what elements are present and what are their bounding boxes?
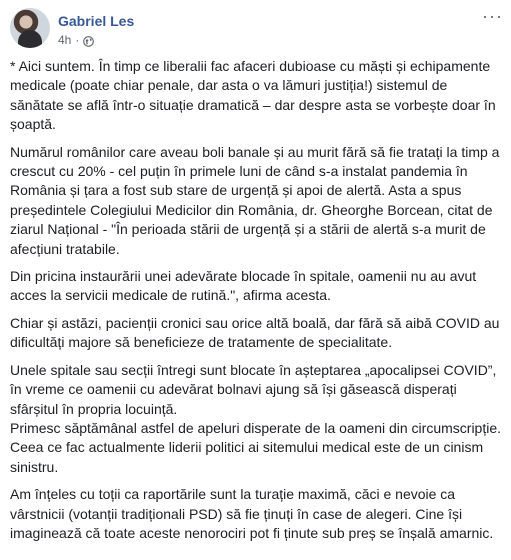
post-paragraph: * Aici suntem. În timp ce liberalii fac afaceri dubioase cu măști și echipamente medicale (poate chiar penale, dar asta o va lămuri justiția!) sistemul de sănătate se află într-o situație dramatică – dar despre asta se vorbește doar în șoaptă.: [10, 58, 496, 133]
more-options-button[interactable]: [482, 6, 503, 26]
post-paragraph: Numărul românilor care aveau boli banale și au murit fără să fie tratați la timp a crescut cu 20% - cel puțin în primele luni de când s-a instalat pandemia în România și țara a fost sub stare de urgență și apoi de alertă. Asta a spus președintele Colegiului Medicilor din România, dr. Gheorghe Borcean, citat de ziarul Național - "În perioada stării de urgență și a stării de alertă s-a murit de afecțiuni tratabile.: [10, 143, 500, 257]
author-name[interactable]: Gabriel Les: [58, 13, 135, 29]
avatar[interactable]: [10, 8, 50, 48]
globe-icon: [83, 35, 94, 46]
post-time[interactable]: 4h: [58, 33, 72, 47]
separator-dot: ·: [75, 33, 80, 47]
post-paragraph: Primesc săptămânal astfel de apeluri disperate de la oameni din circumscripție. Ceea ce fac actualmente liderii politici ai sitemului medical este de un cinism sinistru.: [10, 419, 502, 475]
timestamp-row: [58, 32, 134, 48]
post-paragraph: Chiar și astăzi, pacienții cronici sau orice altă boală, dar fără să aibă COVID au dificultăți majore să beneficieze de tratamente de specialitate.: [10, 314, 500, 351]
post-paragraph: Am înțeles cu toții ca raportările sunt la turație maximă, căci e nevoie ca vârstnicii (votanții tradiționali PSD) să fie ținuți în case de alegeri. Cine își imaginează că toate aceste nenorociri pot fi ținute sub preș se înșală amarnic.: [10, 486, 494, 541]
post-paragraph: Din pricina instaurării unei adevărate blocade în spitale, oamenii nu au avut acces la servicii medicale de rutină.", afirma acesta.: [10, 268, 477, 304]
post-header: [10, 8, 134, 48]
more-icon: ···: [482, 6, 503, 26]
post-meta: [58, 12, 134, 48]
post-body: [10, 57, 502, 551]
post-paragraph: Unele spitale sau secții întregi sunt blocate în așteptarea „apocalipsei COVID”, în vreme ce oamenii cu adevărat bolnavi ajung să își găsească disperați sfârșitul în propria locuință.: [10, 361, 497, 417]
